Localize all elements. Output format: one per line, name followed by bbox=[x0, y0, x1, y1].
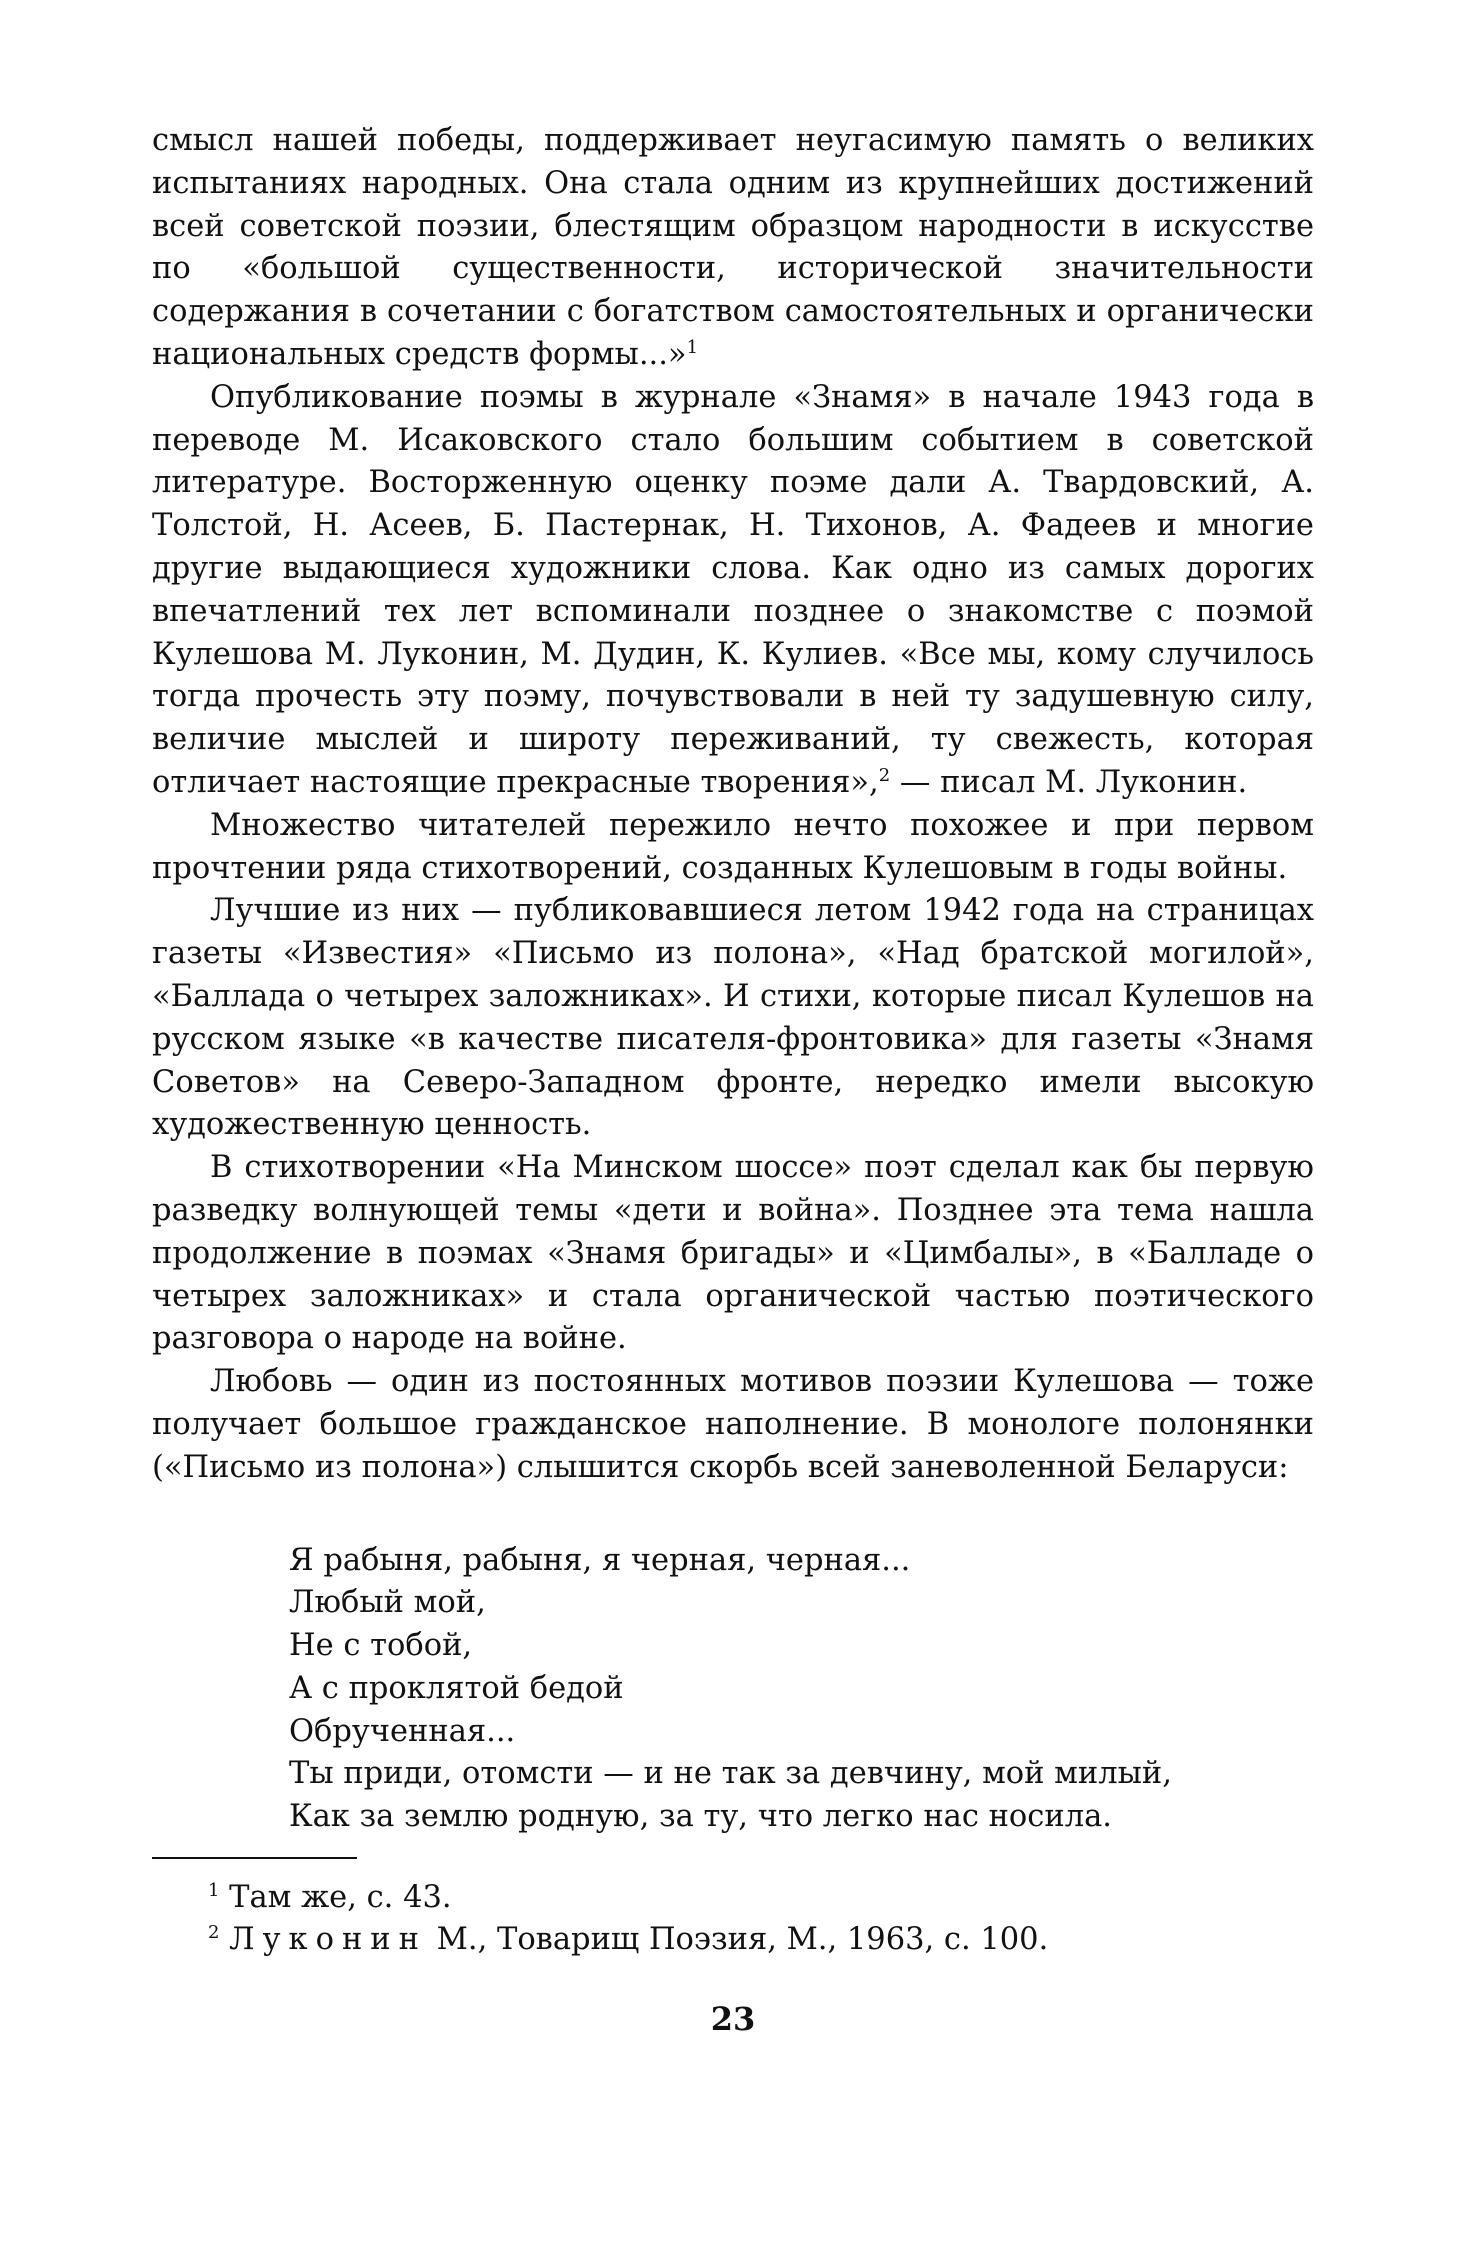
paragraph-text: смысл нашей победы, поддерживает неугасимую память о великих испытаниях народных. Она стала одним из крупнейших достижений всей советской поэзии, блестящим образцом народности в искусстве по «большой существенности, исторической значительности содержания в сочетании с богатством самостоятельных и органически национальных средств формы...» bbox=[152, 123, 1314, 372]
poem-line: Обрученная... bbox=[289, 1713, 516, 1749]
paragraph-text: В стихотворении «На Минском шоссе» поэт сделал как бы первую разведку волнующей темы «дети и война». Позднее эта тема нашла продолжение в поэмах «Знамя бригады» и «Цимбалы», в «Балладе о четырех заложниках» и стала органической частью поэтического разговора о народе на войне. bbox=[152, 1150, 1314, 1357]
paragraph-4 bbox=[152, 890, 1314, 1147]
paragraph-2 bbox=[152, 377, 1314, 805]
footnote-1 bbox=[208, 1877, 1314, 1919]
paragraph-tail: — писал М. Луконин. bbox=[890, 764, 1248, 800]
poem-line: Ты приди, отомсти — и не так за девчину, мой милый, bbox=[289, 1756, 1172, 1792]
footnote-text: М., Товарищ Поэзия, М., 1963, с. 100. bbox=[426, 1922, 1049, 1958]
footnote-author: Луконин bbox=[229, 1922, 427, 1958]
footnote-mark: 2 bbox=[208, 1921, 220, 1943]
paragraph-text: Любовь — один из постоянных мотивов поэзии Кулешова — тоже получает большое гражданское наполнение. В монологе полонянки («Письмо из полона») слышится скорбь всей заневоленной Беларуси: bbox=[152, 1364, 1314, 1485]
paragraph-3 bbox=[152, 805, 1314, 891]
footnote-ref: 1 bbox=[686, 336, 699, 358]
footnote-divider bbox=[152, 1857, 357, 1859]
poem-quote bbox=[289, 1540, 1314, 1840]
paragraph-5 bbox=[152, 1147, 1314, 1361]
footnote-text: Там же, с. 43. bbox=[229, 1880, 452, 1916]
paragraph-6 bbox=[152, 1361, 1314, 1489]
poem-line: Не с тобой, bbox=[289, 1628, 473, 1664]
footnote-mark: 1 bbox=[208, 1879, 220, 1901]
poem-line: Я рабыня, рабыня, я черная, черная... bbox=[289, 1542, 911, 1578]
paragraph-text: Опубликование поэмы в журнале «Знамя» в начале 1943 года в переводе М. Исаковского стало большим событием в советской литературе. Восторженную оценку поэме дали А. Твардовский, А. Толстой, Н. Асеев, Б. Пастернак, Н. Тихонов, А. Фадеев и многие другие выдающиеся художники слова. Как одно из самых дорогих впечатлений тех лет вспоминали позднее о знакомстве с поэмой Кулешова М. Луконин, М. Дудин, К. Кулиев. «Все мы, кому случилось тогда прочесть эту поэму, почувствовали в ней ту задушевную силу, величие мыслей и широту переживаний, ту свежесть, которая отличает настоящие прекрасные творения», bbox=[152, 379, 1314, 800]
paragraph-1 bbox=[152, 120, 1314, 377]
paragraph-text: Лучшие из них — публиковавшиеся летом 1942 года на страницах газеты «Известия» «Письмо из полона», «Над братской могилой», «Баллада о четырех заложниках». И стихи, которые писал Кулешов на русском языке «в качестве писателя-фронтовика» для газеты «Знамя Советов» на Северо-Западном фронте, нередко имели высокую художественную ценность. bbox=[152, 893, 1314, 1143]
poem-line: Как за землю родную, за ту, что легко нас носила. bbox=[289, 1799, 1112, 1835]
footnotes bbox=[208, 1877, 1314, 1961]
poem-line: Любый мой, bbox=[289, 1585, 486, 1621]
footnote-2 bbox=[208, 1919, 1314, 1961]
page-number: 23 bbox=[710, 2000, 756, 2038]
footnote-ref: 2 bbox=[878, 764, 891, 786]
poem-line: А с проклятой бедой bbox=[289, 1670, 624, 1706]
paragraph-text: Множество читателей пережило нечто похожее и при первом прочтении ряда стихотворений, созданных Кулешовым в годы войны. bbox=[152, 807, 1314, 886]
